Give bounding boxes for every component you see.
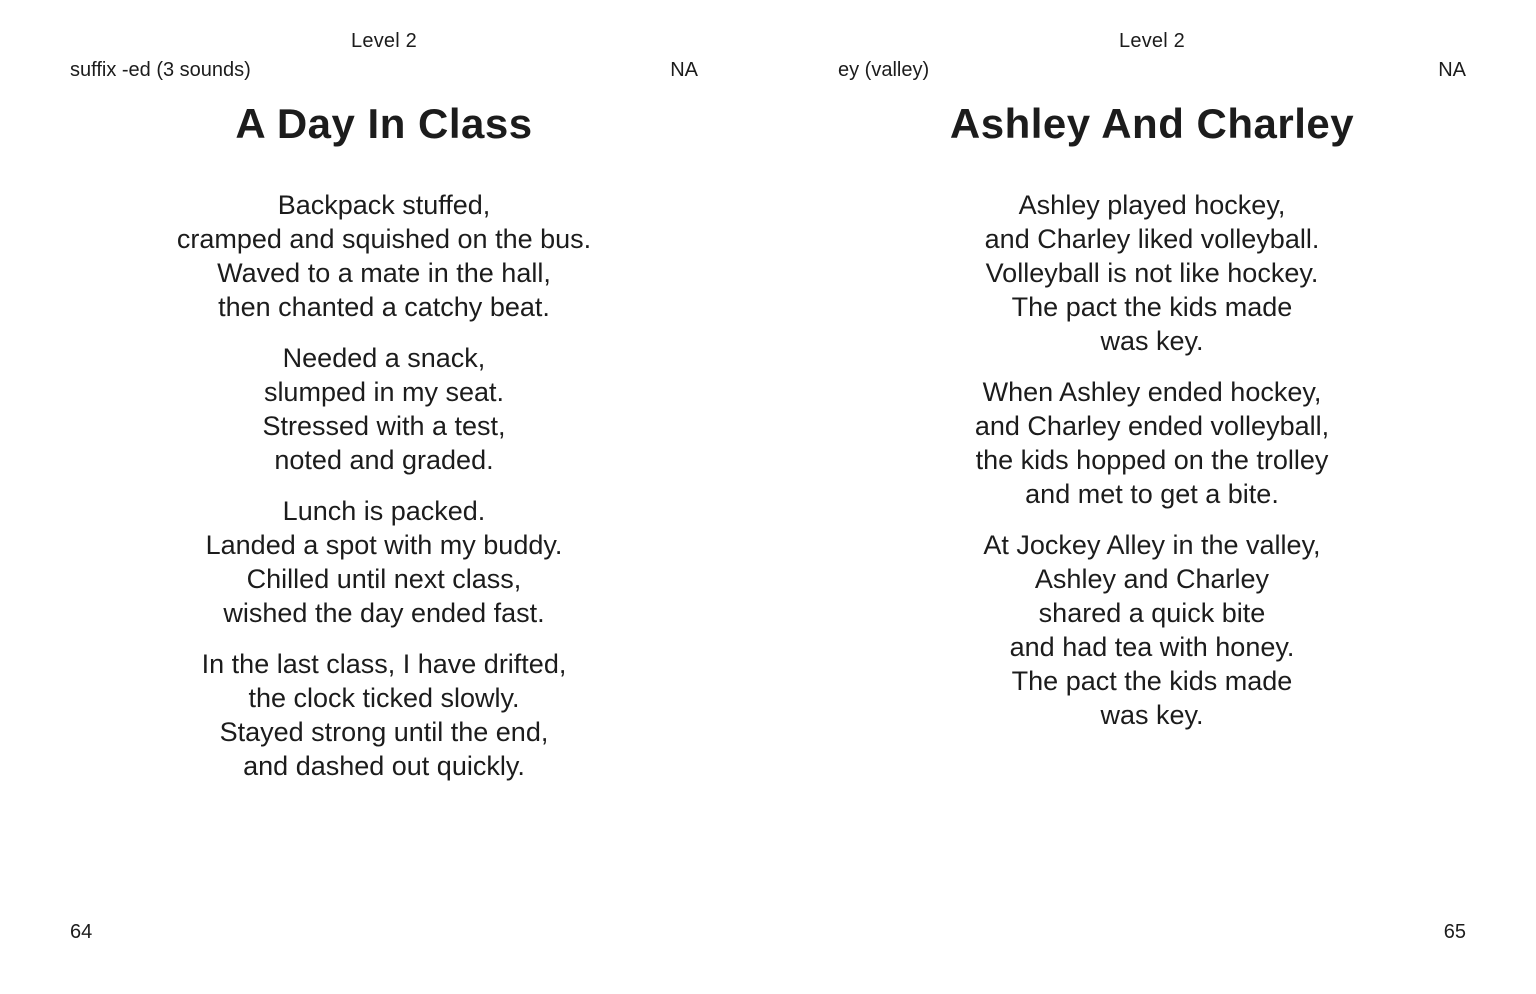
poem-line: and met to get a bite. [1025, 479, 1279, 509]
header-row [70, 59, 698, 82]
page-number: 64 [70, 921, 93, 943]
stanza [70, 341, 698, 477]
poem-title: Ashley And Charley [949, 100, 1355, 147]
na-label: NA [670, 59, 698, 81]
poem-line: wished the day ended fast. [223, 598, 545, 628]
poem-line: Backpack stuffed, [277, 190, 491, 220]
poem [838, 188, 1466, 732]
poem-line: Ashley and Charley [1034, 564, 1270, 594]
skill-label: ey (valley) [838, 59, 930, 81]
stanza [838, 375, 1466, 511]
na-label: NA [1438, 59, 1466, 81]
poem-line: The pact the kids made [1011, 292, 1293, 322]
poem-line: The pact the kids made [1011, 666, 1293, 696]
header-row [838, 59, 1466, 82]
stanza [70, 647, 698, 783]
poem-line: and had tea with honey. [1009, 632, 1295, 662]
poem-line: cramped and squished on the bus. [176, 224, 592, 254]
poem-line: At Jockey Alley in the valley, [983, 530, 1321, 560]
poem-line: Needed a snack, [282, 343, 486, 373]
poem-line: then chanted a catchy beat. [218, 292, 550, 322]
poem-line: Ashley played hockey, [1018, 190, 1286, 220]
poem-line: the clock ticked slowly. [248, 683, 520, 713]
poem-line: slumped in my seat. [263, 377, 505, 407]
poem-line: Stressed with a test, [262, 411, 506, 441]
poem-line: Volleyball is not like hockey. [985, 258, 1319, 288]
poem-line: When Ashley ended hockey, [982, 377, 1322, 407]
poem-line: was key. [1100, 700, 1204, 730]
poem-line: the kids hopped on the trolley [975, 445, 1329, 475]
poem-line: Chilled until next class, [246, 564, 522, 594]
poem-line: Waved to a mate in the hall, [217, 258, 551, 288]
stanza [838, 528, 1466, 732]
poem-line: Lunch is packed. [282, 496, 486, 526]
poem-line: Stayed strong until the end, [219, 717, 549, 747]
poem-line: and Charley ended volleyball, [974, 411, 1330, 441]
poem-line: Landed a spot with my buddy. [205, 530, 563, 560]
poem-line: noted and graded. [274, 445, 494, 475]
poem-title: A Day In Class [235, 100, 533, 147]
skill-label: suffix -ed (3 sounds) [70, 59, 251, 81]
poem-line: was key. [1100, 326, 1204, 356]
poem [70, 188, 698, 783]
poem-line: and dashed out quickly. [243, 751, 525, 781]
stanza [838, 188, 1466, 358]
poem-line: In the last class, I have drifted, [201, 649, 567, 679]
poem-line: and Charley liked volleyball. [984, 224, 1320, 254]
stanza [70, 188, 698, 324]
page-number: 65 [1443, 921, 1466, 943]
poem-line: shared a quick bite [1038, 598, 1266, 628]
level-label: Level 2 [1119, 30, 1185, 52]
level-label: Level 2 [351, 30, 417, 52]
page-right [768, 0, 1536, 994]
stanza [70, 494, 698, 630]
